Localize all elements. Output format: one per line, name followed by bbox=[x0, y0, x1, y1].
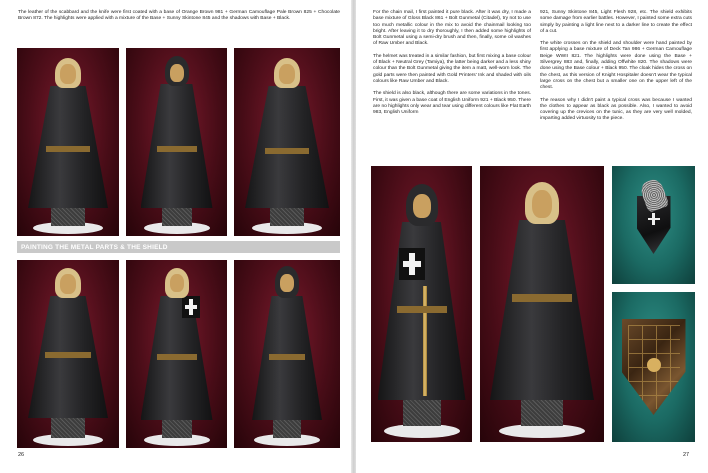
section-heading-bar bbox=[17, 241, 340, 253]
figure-photo-large-turned bbox=[480, 166, 604, 442]
intro-paragraph bbox=[18, 10, 340, 29]
white-cross-icon bbox=[648, 213, 660, 225]
paragraph: The white crosses on the shield and shoulder were hand painted by first applying a base mixture of Deck Tan 986 + German Camouflage Beige WWII 821. The highlights were done using the Base + Silvergrey 883 and, finally, adding Offwhite 820. The shadows were done using the Base colour + Black 950. The cloak hides the cross on the chest, as this version of Knight Hospitaler doesn't wear the typical large cross on the chest but a smaller one on the upper left of the chest. bbox=[540, 41, 692, 91]
right-page bbox=[356, 0, 708, 473]
shield-boss bbox=[647, 358, 661, 372]
paragraph: 921, Sunny Skintone 845, Light Flesh 928, etc. The shield exhibits some damage from earlier battles. However, I painted some extra cuts simply by painting a light line next to a darker line to create the effect of a cut. bbox=[540, 10, 692, 34]
text-column-1 bbox=[373, 10, 531, 122]
figure-photo-shield-side bbox=[126, 260, 227, 448]
page-number-left: 26 bbox=[18, 452, 25, 458]
page-number-right: 27 bbox=[683, 452, 690, 458]
paragraph: The reason why I didn't paint a typical cross was because I wanted the clothes to appear as black as possible. Also, I wanted to avoid covering up the crevices on the tunic, as they are very well molded, imparting added virtuosity to the piece. bbox=[540, 97, 692, 122]
sword bbox=[423, 286, 427, 396]
detail-photo-shield-back bbox=[612, 292, 695, 442]
figure-photo-front bbox=[17, 48, 119, 236]
detail-photo-shoulder-cross bbox=[612, 166, 695, 284]
paragraph: The helmet was treated in a similar fashion, but first mixing a base colour of Black + Neutral Grey (Tamiya), the latter being darker and a less shiny colour than the Bolt Gunmetal giving the item a matt, well-worn look. The gold parts were then painted with Gold Printers' Ink and shaded with oils colours like Raw Umber and Black. bbox=[373, 53, 531, 84]
paragraph: For the chain mail, I first painted it pure black. After it was dry, I made a base mixture of Gloss Black 861 + Bolt Gunmetal (Citadel), try not to use too much metallic colour in the mix to avoid the chainmail looking too bright. After leaving it to dry thoroughly, I then added some highlights of Bolt Gunmetal using a semi-dry brush and then, finally, some oil washes of Raw Umber and Black. bbox=[373, 10, 531, 47]
paragraph: The shield is also black, although there are some variations in the tones. First, it was given a base coat of English Uniform 921 + Black 950. There are no highlights only wear and tear using different colours like Flat Earth 983, English Uniform bbox=[373, 91, 531, 116]
figure-photo-profile bbox=[234, 260, 340, 448]
figure-photo-three-quarter bbox=[17, 260, 119, 448]
figure-photo-back bbox=[234, 48, 340, 236]
shield-cross-badge bbox=[399, 248, 425, 280]
section-heading: PAINTING THE METAL PARTS & THE SHIELD bbox=[21, 243, 168, 251]
intro-text: The leather of the scabbard and the knife were first coated with a base of Orange Brown 981 + German Camouflage Pale Brown 825 + Chocolate Brown 872. The highlights were applied with a mixture of the Base + Sunny Skintone 845 and the shadows with Base + Black. bbox=[18, 10, 340, 22]
shield-cross-badge bbox=[182, 296, 200, 318]
figure-photo-large-front bbox=[371, 166, 472, 442]
figure-photo-side-left bbox=[126, 48, 227, 236]
left-page bbox=[0, 0, 352, 473]
text-column-2 bbox=[540, 10, 692, 129]
shield-back-detail bbox=[622, 319, 686, 415]
